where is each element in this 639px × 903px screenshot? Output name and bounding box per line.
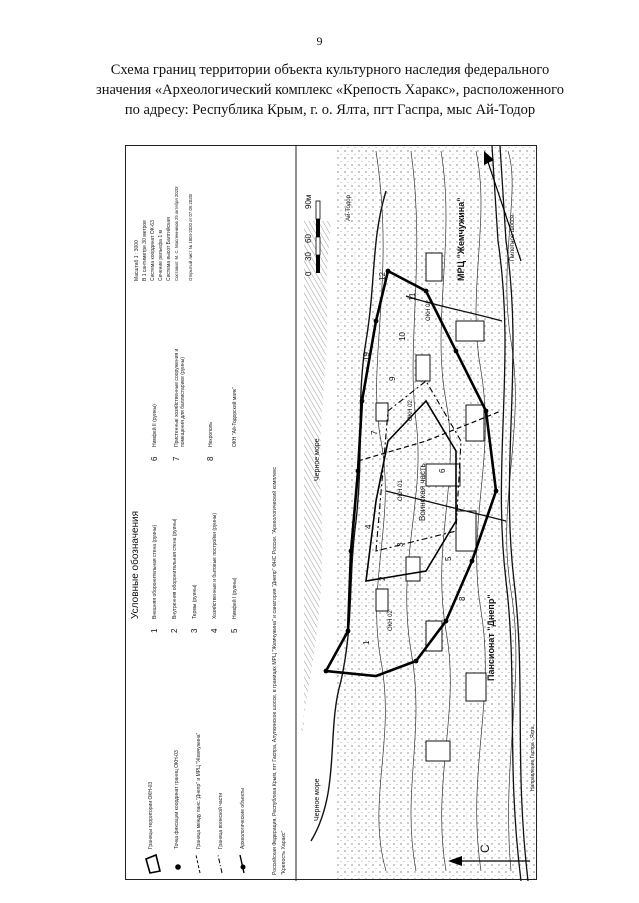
site-number-4: 4 [364,524,373,529]
legend-item-military-boundary: Граница воинской части [218,792,224,849]
okn-mark-1: ОКН 02 [388,610,394,631]
legend-item-necropolis: Некрополь [208,421,214,447]
site-number-19: 19 [362,352,371,361]
title-line-2: значения «Археологический комплекс «Крепость Харакс», расположенного [96,82,564,98]
road-bottom-label: Направление Гаспра - Ялта [530,726,536,791]
site-number-2: 2 [378,576,387,581]
legend [126,146,296,881]
map-rotated-content [126,146,538,881]
boundary-map [125,145,537,880]
footer-line-2: "Крепость Харакс" [281,830,287,875]
scale-label-30: 30 [304,252,313,261]
footer-line-1: Российская Федерация, Республика Крым, пгт Гаспра, Алупкинское шоссе, в границах МРЦ "Жемчужина" и санатория "Днепр" ФНС России. "Археологический комплекс [272,467,278,875]
legend-item-okn-boundary: Границы территории ОКН-03 [148,781,154,849]
legend-title: Условные обозначения [130,510,141,619]
legend-num-8: 8 [206,456,215,461]
peak-label: Ай-Тодор [346,195,352,221]
scale-bar [316,201,320,273]
okn-mark-3: ОКН 02 [408,400,414,421]
stamp-line-3: Система координат ОК-63 [150,220,156,281]
legend-item-nymphaeum-2: Нимфей II (руины) [152,404,158,447]
legend-item-household: Хозяйственные и бытовые постройки (руины) [212,512,218,619]
stamp-line-1: Масштаб 1 : 3000 [134,240,140,281]
legend-num-4: 4 [210,628,219,633]
sea-label-center: Черное море [314,438,321,481]
site-number-7: 7 [370,430,379,435]
scale-label-60: 60 [304,234,313,243]
legend-item-archaeological: Археологические объекты [240,788,246,849]
legend-item-thermae: Термы (руины) [192,584,198,619]
site-number-11: 11 [408,292,417,301]
legend-item-outer-wall: Внешняя оборонительная стена (руины) [152,524,158,619]
site-number-9: 9 [388,376,397,381]
legend-num-3: 3 [190,628,199,633]
legend-item-wall-structures: Пристенные хозяйственные сооружения и помещения для баллистариев (руины) [174,348,186,447]
site-number-1: 1 [362,640,371,645]
military-unit-label: Воинская часть [418,463,427,521]
legend-item-inner-wall: Внутренняя оборонительная стена (руины) [172,518,178,619]
pansionat-label: Пансионат "Днепр" [486,594,496,681]
stamp-line-6: Составил: М. С. Масленников 25 октября 2020г [174,185,179,281]
legend-item-pansionat-boundary: Граница между панс."Днепр" и МРЦ "Жемчужина" [196,732,202,849]
stamp-line-5: Система высот Балтийская [166,217,172,281]
north-label: С [478,844,492,853]
legend-num-5: 5 [230,628,239,633]
legend-item-lighthouse: ОКН "Ай-Тодорский маяк" [232,387,238,447]
site-number-5: 5 [444,556,453,561]
okn-mark-2: ОКН 01 [398,480,404,501]
stamp-line-4: Сечение рельефа 1 м [158,230,164,281]
legend-item-nymphaeum-1: Нимфей I (руины) [232,577,238,619]
stamp-line-2: В 1 сантиметре 30 метров [142,220,148,281]
site-number-10: 10 [398,332,407,341]
title-line-1: Схема границ территории объекта культурного наследия федерального [110,62,550,78]
page-number: 9 [316,34,323,48]
mrc-label: МРЦ "Жемчужина" [456,197,466,281]
legend-num-6: 6 [150,456,159,461]
okn-mark-4: ОКН 02 [426,300,432,321]
road-label: Пилотное шоссе [510,214,516,261]
legend-item-coordinate-point: Точка фиксации координат границ ОКН-03 [174,750,180,849]
document-title [60,60,600,120]
legend-num-2: 2 [170,628,179,633]
site-number-8: 8 [458,596,467,601]
site-number-12: 12 [378,272,387,281]
scale-label-90: 90м [304,194,313,209]
site-number-6: 6 [438,468,447,473]
site-number-3: 3 [396,542,405,547]
legend-num-1: 1 [150,628,159,633]
legend-num-7: 7 [172,456,181,461]
title-line-3: по адресу: Республика Крым, г. о. Ялта, пгт Гаспра, мыс Ай-Тодор [124,102,536,118]
stamp-side-note: Открытый лист № 1804-2020 от 07.09.2020г [188,193,193,281]
sea-label-left: Черное море [314,778,321,821]
scale-label-0: 0 [304,271,313,276]
